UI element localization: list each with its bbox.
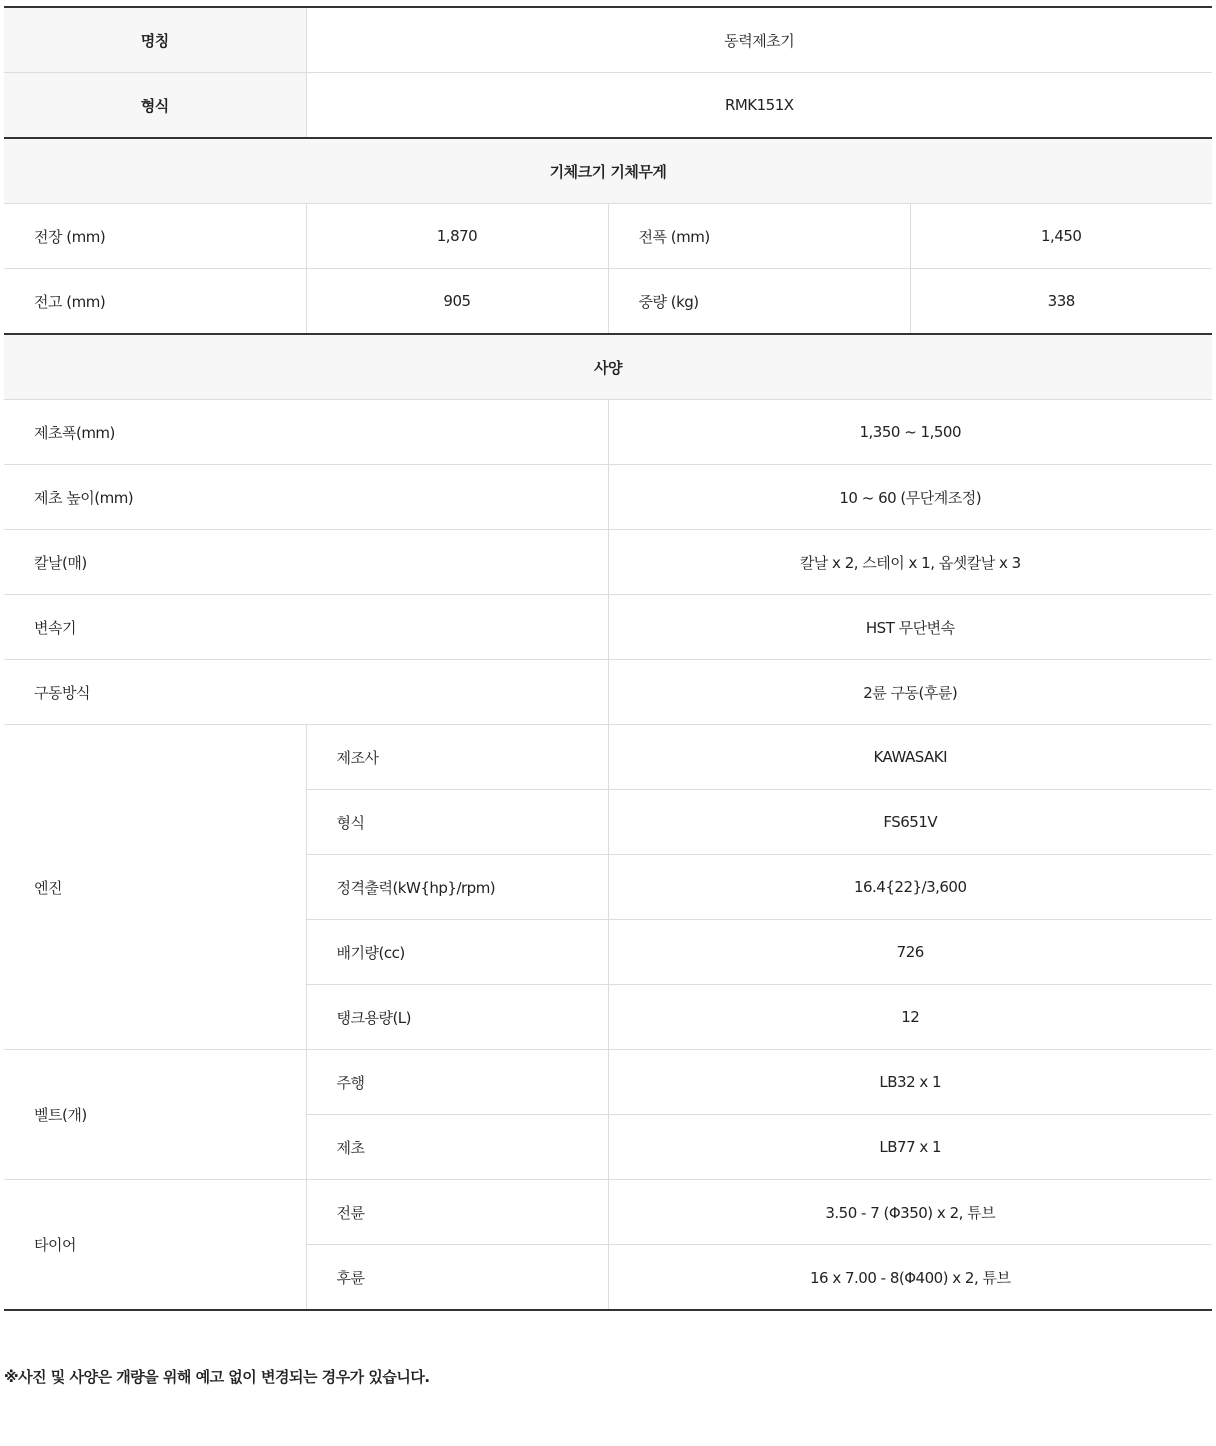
table-row	[4, 595, 1212, 660]
blades-label: 칼날(매)	[4, 530, 608, 595]
table-row	[4, 530, 1212, 595]
table-row	[4, 204, 1212, 269]
width-value: 1,450	[910, 204, 1212, 269]
drive-value: 2륜 구동(후륜)	[608, 660, 1212, 725]
engine-power-value: 16.4{22}/3,600	[608, 855, 1212, 920]
transmission-value: HST 무단변속	[608, 595, 1212, 660]
belt-drive-value: LB32 x 1	[608, 1050, 1212, 1115]
belt-label: 벨트(개)	[4, 1050, 306, 1180]
name-label: 명칭	[4, 7, 306, 73]
tire-rear-label: 후륜	[306, 1245, 608, 1311]
engine-maker-label: 제조사	[306, 725, 608, 790]
spec-section-title: 사양	[4, 334, 1212, 400]
belt-mow-label: 제초	[306, 1115, 608, 1180]
cut-width-value: 1,350 ~ 1,500	[608, 400, 1212, 465]
table-row	[4, 73, 1212, 139]
table-row	[4, 1050, 1212, 1115]
tire-rear-value: 16 x 7.00 - 8(Φ400) x 2, 튜브	[608, 1245, 1212, 1311]
cut-width-label: 제초폭(mm)	[4, 400, 608, 465]
length-value: 1,870	[306, 204, 608, 269]
tire-label: 타이어	[4, 1180, 306, 1311]
engine-maker-value: KAWASAKI	[608, 725, 1212, 790]
height-value: 905	[306, 269, 608, 335]
drive-label: 구동방식	[4, 660, 608, 725]
engine-model-value: FS651V	[608, 790, 1212, 855]
section-header-row	[4, 138, 1212, 204]
engine-model-label: 형식	[306, 790, 608, 855]
name-value: 동력제초기	[306, 7, 1212, 73]
table-row	[4, 1180, 1212, 1245]
transmission-label: 변속기	[4, 595, 608, 660]
tire-front-label: 전륜	[306, 1180, 608, 1245]
engine-tank-label: 탱크용량(L)	[306, 985, 608, 1050]
spec-table	[4, 6, 1212, 1311]
engine-displacement-value: 726	[608, 920, 1212, 985]
weight-label: 중량 (kg)	[608, 269, 910, 335]
engine-tank-value: 12	[608, 985, 1212, 1050]
cut-height-value: 10 ~ 60 (무단계조정)	[608, 465, 1212, 530]
footnote: ※사진 및 사양은 개량을 위해 예고 없이 변경되는 경우가 있습니다.	[4, 1368, 430, 1386]
table-row	[4, 465, 1212, 530]
height-label: 전고 (mm)	[4, 269, 306, 335]
table-row	[4, 7, 1212, 73]
model-label: 형식	[4, 73, 306, 139]
table-row	[4, 725, 1212, 790]
blades-value: 칼날 x 2, 스테이 x 1, 옵셋칼날 x 3	[608, 530, 1212, 595]
engine-label: 엔진	[4, 725, 306, 1050]
engine-displacement-label: 배기량(cc)	[306, 920, 608, 985]
table-row	[4, 400, 1212, 465]
model-value: RMK151X	[306, 73, 1212, 139]
section-header-row	[4, 334, 1212, 400]
engine-power-label: 정격출력(kW{hp}/rpm)	[306, 855, 608, 920]
cut-height-label: 제초 높이(mm)	[4, 465, 608, 530]
weight-value: 338	[910, 269, 1212, 335]
table-row	[4, 269, 1212, 335]
size-section-title: 기체크기 기체무게	[4, 138, 1212, 204]
length-label: 전장 (mm)	[4, 204, 306, 269]
table-row	[4, 660, 1212, 725]
width-label: 전폭 (mm)	[608, 204, 910, 269]
belt-drive-label: 주행	[306, 1050, 608, 1115]
tire-front-value: 3.50 - 7 (Φ350) x 2, 튜브	[608, 1180, 1212, 1245]
belt-mow-value: LB77 x 1	[608, 1115, 1212, 1180]
